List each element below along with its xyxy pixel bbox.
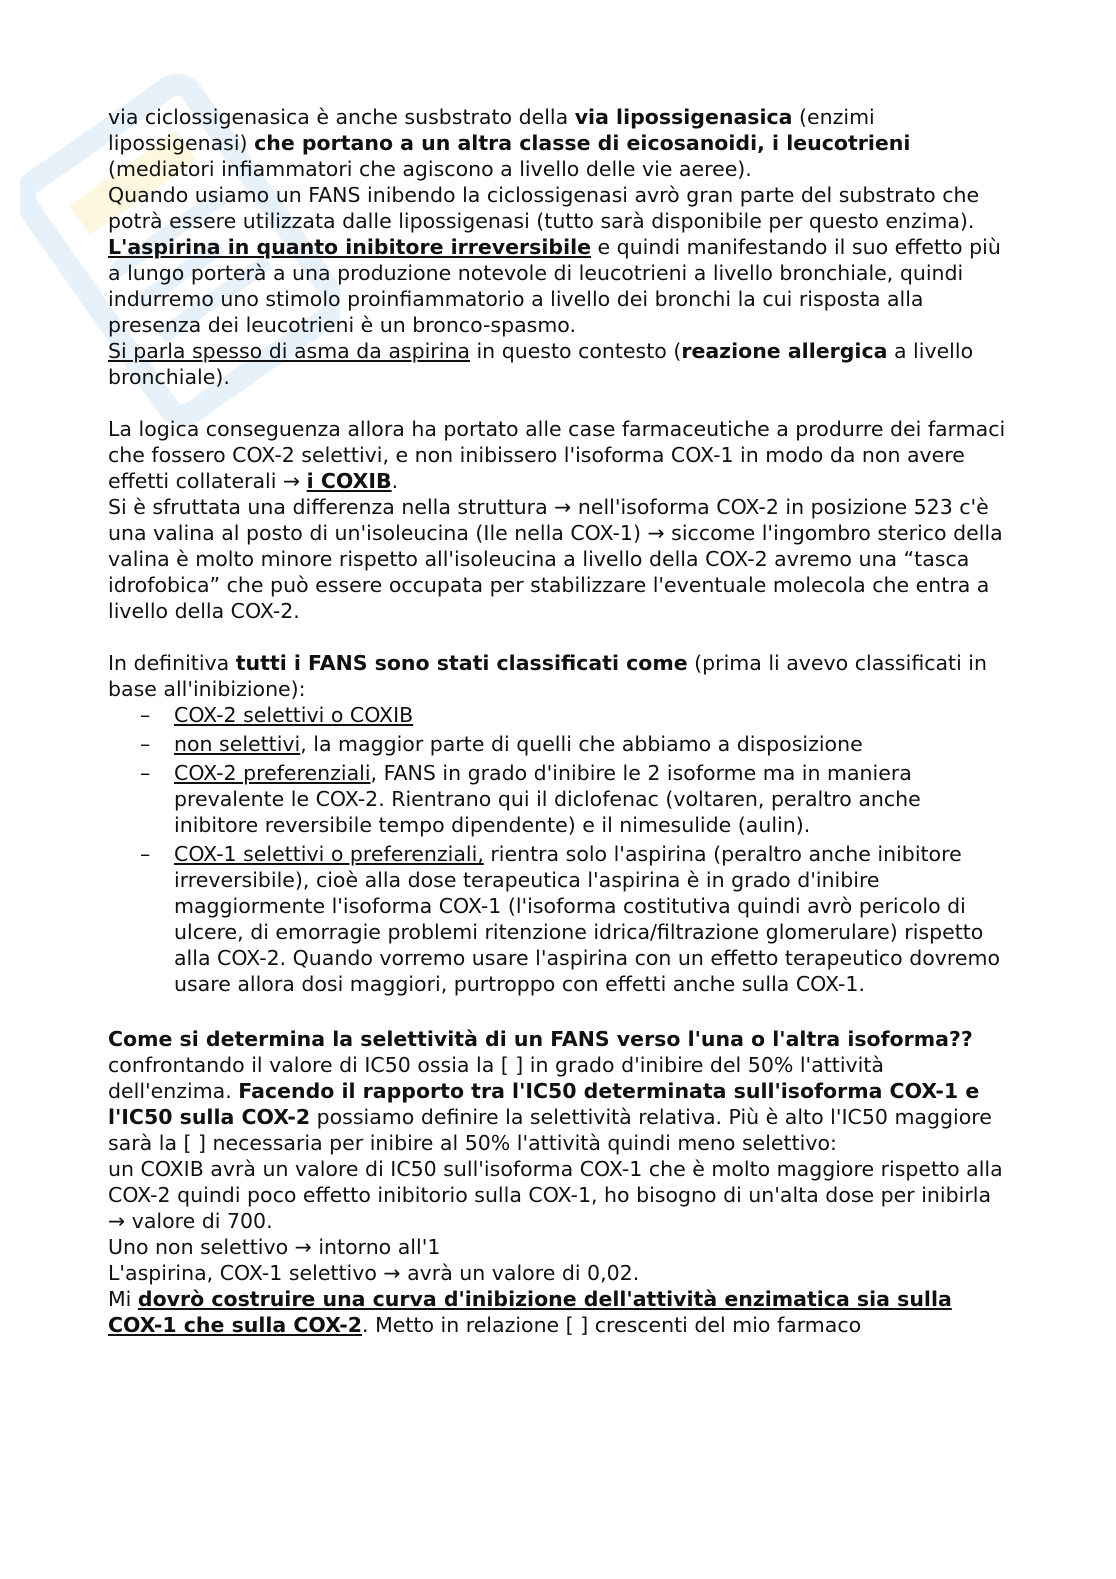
paragraph-ic50: confrontando il valore di IC50 ossia la [ ] in grado d'inibire del 50% l'attività dell'enzima. Facendo il rapporto tra l'IC50 determinata sull'isoforma COX-1 e l'IC50 sulla COX-2 possiamo definire la selettività relativa. Più è alto l'IC50 maggiore sarà la [ ] necessaria per inibire al 50% l'attività quindi meno selettivo: — [108, 1053, 992, 1155]
section-heading-selectivity: Come si determina la selettività di un FANS verso l'una o l'altra isoforma?? — [108, 1027, 973, 1051]
paragraph-coxib-origin: La logica conseguenza allora ha portato alle case farmaceutiche a produrre dei farmaci che fossero COX-2 selettivi, e non inibissero l'isoforma COX-1 in modo da non avere effetti collaterali → i COXIB. — [108, 417, 1006, 493]
paragraph-valine-pocket: Si è sfruttata una differenza nella struttura → nell'isoforma COX-2 in posizione 523 c'è una valina al posto di un'isoleucina (Ile nella COX-1) → siccome l'ingombro sterico della valina è molto minore rispetto all'isoleucina a livello della COX-2 avremo una “tasca idrofobica” che può essere occupata per stabilizzare l'eventuale molecola che entra a livello della COX-2. — [108, 495, 1003, 623]
list-item: – COX-2 selettivi o COXIB — [140, 703, 414, 727]
classification-list — [108, 702, 1008, 997]
list-item: – COX-2 preferenziali, FANS in grado d'inibire le 2 isoforme ma in maniera prevalente le COX-2. Rientrano qui il diclofenac (voltaren, peraltro anche inibitore reversibile tempo dipendente) e il nimesulide (aulin). — [140, 761, 921, 837]
paragraph-aspirin-value: L'aspirina, COX-1 selettivo → avrà un valore di 0,02. — [108, 1261, 640, 1285]
paragraph-classification-intro: In definitiva tutti i FANS sono stati classificati come (prima li avevo classificati in base all'inibizione): — [108, 651, 987, 701]
paragraph-fans-substrate: Quando usiamo un FANS inibendo la ciclossigenasi avrò gran parte del substrato che potrà essere utilizzata dalle lipossigenasi (tutto sarà disponibile per questo enzima). — [108, 183, 980, 233]
paragraph-aspirin-asthma: Si parla spesso di asma da aspirina in questo contesto (reazione allergica a livello bronchiale). — [108, 339, 974, 389]
paragraph-aspirin-irreversible: L'aspirina in quanto inibitore irreversibile e quindi manifestando il suo effetto più a lungo porterà a una produzione notevole di leucotrieni a livello bronchiale, quindi indurremo uno stimolo proinfiammatorio a livello dei bronchi la cui risposta alla presenza dei leucotrieni è un bronco-spasmo. — [108, 235, 1001, 337]
paragraph-nonselective-value: Uno non selettivo → intorno all'1 — [108, 1235, 441, 1259]
paragraph-coxib-value: un COXIB avrà un valore di IC50 sull'isoforma COX-1 che è molto maggiore rispetto alla COX-2 quindi poco effetto inibitorio sulla COX-1, ho bisogno di un'alta dose per inibirla → valore di 700. — [108, 1157, 1003, 1233]
document-page — [108, 104, 1008, 1338]
paragraph-lipoxygenase: via ciclossigenasica è anche susbstrato della via lipossigenasica (enzimi lipossigenasi) che portano a un altra classe di eicosanoidi, i leucotrieni (mediatori infiammatori che agiscono a livello delle vie aeree). — [108, 105, 911, 181]
paragraph-inhibition-curve: Mi dovrò costruire una curva d'inibizione dell'attività enzimatica sia sulla COX-1 che sulla COX-2. Metto in relazione [ ] crescenti del mio farmaco — [108, 1287, 952, 1337]
list-item: – COX-1 selettivi o preferenziali, rientra solo l'aspirina (peraltro anche inibitore irreversibile), cioè alla dose terapeutica l'aspirina è in grado d'inibire maggiormente l'isoforma COX-1 (l'isoforma costitutiva quindi avrò pericolo di ulcere, di emorragie problemi ritenzione idrica/filtrazione glomerulare) rispetto alla COX-2. Quando vorremo usare l'aspirina con un effetto terapeutico dovremo usare allora dosi maggiori, purtroppo con effetti anche sulla COX-1. — [140, 842, 1001, 996]
list-item: – non selettivi, la maggior parte di quelli che abbiamo a disposizione — [140, 732, 863, 756]
